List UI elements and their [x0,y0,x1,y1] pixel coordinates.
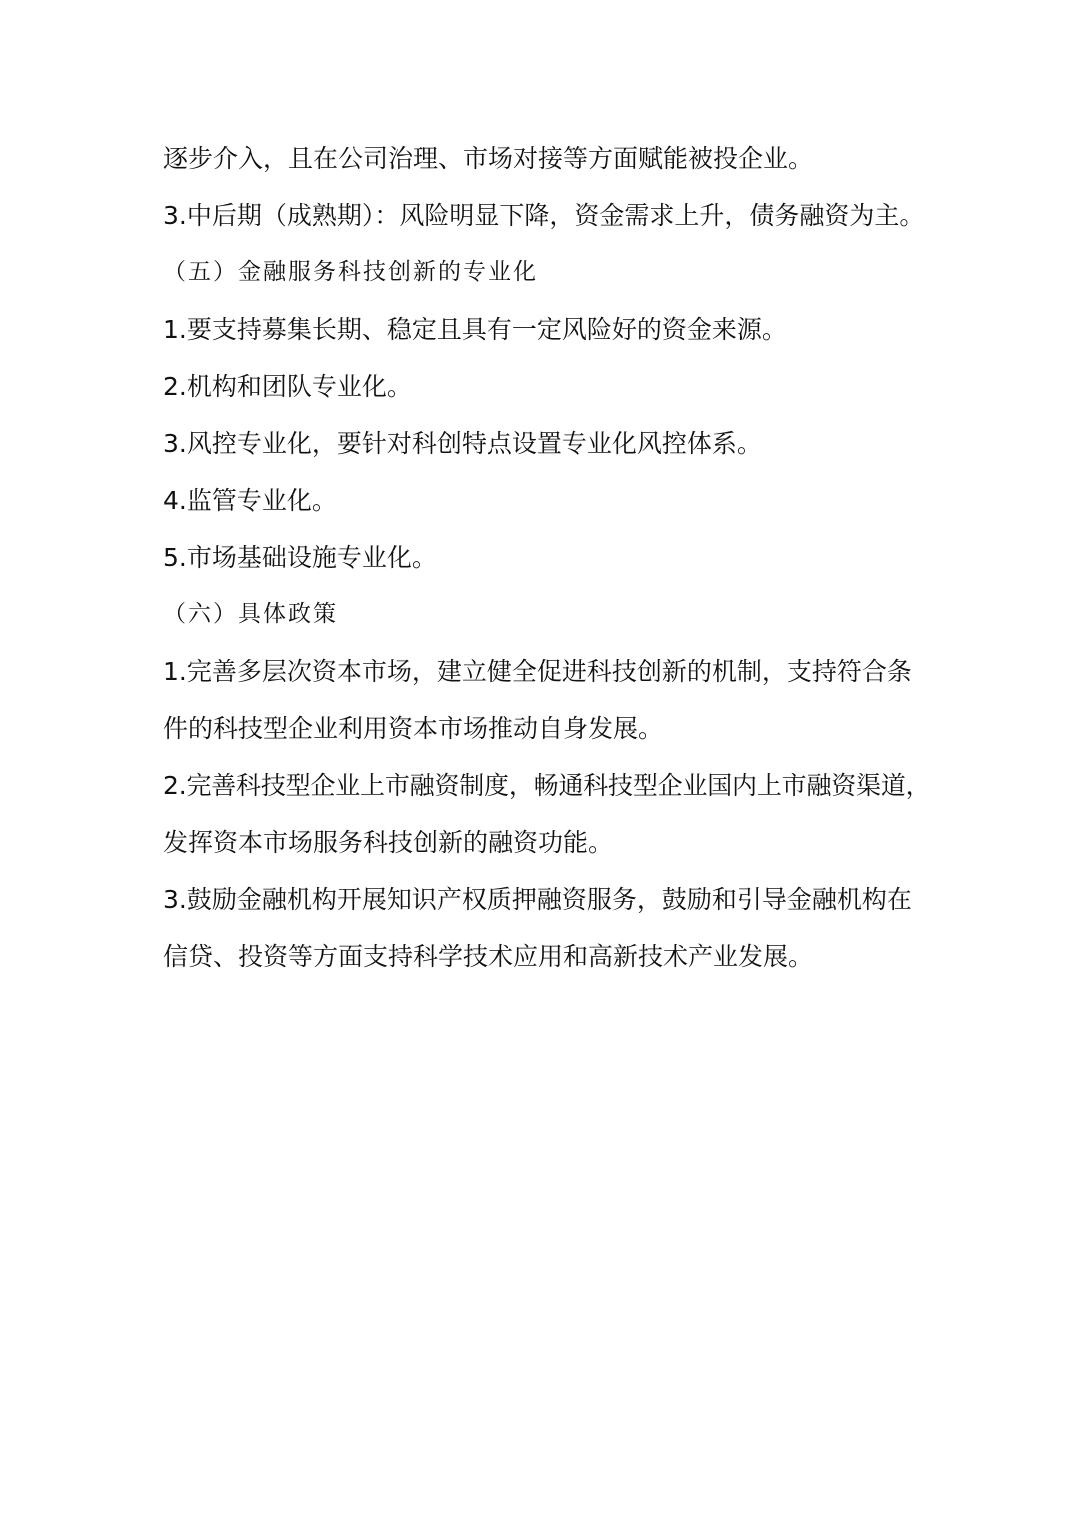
section-heading-5: （五）金融服务科技创新的专业化 [163,259,538,285]
list-item-line: 发挥资本市场服务科技创新的融资功能。 [163,828,614,857]
section-heading-6: （六）具体政策 [163,601,338,627]
section-5-list [163,301,923,586]
list-item-line: 件的科技型企业利用资本市场推动自身发展。 [163,714,664,743]
list-item-line: 信贷、投资等方面支持科学技术应用和高新技术产业发展。 [163,942,814,971]
list-item-line: 2.完善科技型企业上市融资制度，畅通科技型企业国内上市融资渠道， [163,771,931,800]
list-item: 1.要支持募集长期、稳定且具有一定风险好的资金来源。 [163,315,787,344]
continuation-line [163,130,923,187]
stage-item [163,187,923,244]
paragraph-line: 逐步介入，且在公司治理、市场对接等方面赋能被投企业。 [163,144,814,173]
section-6-list [163,643,931,985]
list-item: 3.中后期（成熟期）：风险明显下降，资金需求上升，债务融资为主。 [163,201,925,230]
list-item: 4.监管专业化。 [163,486,337,515]
list-item: 5.市场基础设施专业化。 [163,543,437,572]
list-item: 2.机构和团队专业化。 [163,372,412,401]
list-item-line: 1.完善多层次资本市场，建立健全促进科技创新的机制，支持符合条 [163,657,912,686]
list-item: 3.风控专业化，要针对科创特点设置专业化风控体系。 [163,429,762,458]
list-item-line: 3.鼓励金融机构开展知识产权质押融资服务，鼓励和引导金融机构在 [163,885,912,914]
